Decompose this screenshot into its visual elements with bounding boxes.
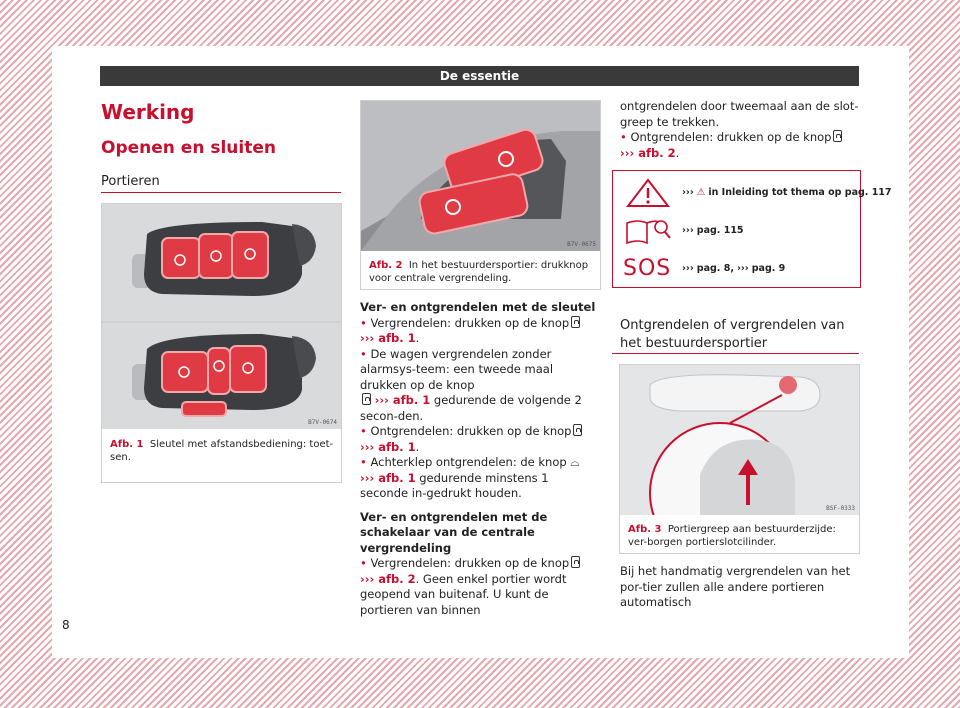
reference-box bbox=[612, 170, 892, 288]
book-magnifier-icon bbox=[623, 215, 673, 247]
reference-link[interactable]: in Inleiding tot thema op pag. 117 bbox=[708, 187, 892, 198]
figure-reference[interactable]: ››› afb. 1 bbox=[374, 393, 431, 407]
figure-caption: Afb. 3 Portiergreep aan bestuurderzijde: ver-borgen portierslotcilinder. bbox=[628, 524, 836, 548]
reference-row-sos: SOS ››› pag. 8, ››› pag. 9 bbox=[613, 251, 860, 287]
unlock-icon bbox=[573, 424, 582, 436]
list-item: • Ontgrendelen: drukken op de knop ››› afb. 2. bbox=[620, 130, 860, 161]
paragraph: Bij het handmatig vergrendelen van het por-tier zullen alle andere portieren automatisch bbox=[620, 564, 851, 609]
reference-row-info: ››› pag. 115 bbox=[613, 213, 860, 249]
door-handle-image bbox=[620, 365, 859, 515]
reference-link[interactable]: pag. 115 bbox=[696, 225, 744, 236]
middle-column-text bbox=[360, 300, 600, 618]
figure-reference[interactable]: ››› afb. 1 bbox=[360, 470, 416, 485]
door-switch-image bbox=[361, 101, 600, 251]
figure-reference[interactable]: ››› afb. 1 bbox=[360, 331, 416, 345]
list-item: • Achterklep ontgrendelen: de knop ⌓ ››› afb. 1 gedurende minstens 1 seconde in-gedrukt houden. bbox=[360, 455, 580, 500]
list-item: • Vergrendelen: drukken op de knop ››› afb. 2. Geen enkel portier wordt geopend van buitenaf. U kunt de portieren van binnen bbox=[360, 556, 600, 618]
figure-3 bbox=[619, 364, 860, 554]
figure-1 bbox=[101, 203, 342, 483]
list-item: • De wagen vergrendelen zonder alarmsys-teem: een tweede maal drukken op de knop ››› afb. 1 gedurende de volgende 2 secon-den. bbox=[360, 346, 582, 423]
reference-link[interactable]: pag. 8, bbox=[696, 263, 734, 274]
unlock-icon bbox=[833, 130, 842, 142]
figure-code: BSF-0333 bbox=[826, 505, 855, 512]
figure-reference[interactable]: ››› afb. 2 bbox=[360, 571, 416, 586]
chapter-title: Werking bbox=[101, 100, 195, 124]
figure-reference[interactable]: ››› afb. 1 bbox=[360, 439, 416, 454]
reference-link[interactable]: pag. 9 bbox=[751, 263, 786, 274]
figure-reference[interactable]: ››› afb. 2 bbox=[620, 145, 676, 160]
page-number: 8 bbox=[62, 618, 70, 632]
subsection-rule bbox=[101, 192, 341, 193]
lock-icon bbox=[362, 393, 371, 405]
section-rule bbox=[612, 353, 859, 354]
lock-icon bbox=[571, 556, 580, 568]
paragraph: ontgrendelen door tweemaal aan de slot-greep te trekken. bbox=[620, 99, 859, 129]
key-fob-image bbox=[102, 204, 341, 429]
figure-code: B7V-0674 bbox=[308, 419, 337, 426]
figure-2 bbox=[360, 100, 601, 290]
sos-icon: SOS bbox=[623, 256, 672, 281]
warning-triangle-icon: ⚠ bbox=[696, 187, 706, 198]
figure-code: B7V-0675 bbox=[567, 241, 596, 248]
list-item: • Vergrendelen: drukken op de knop ››› afb. 1. bbox=[360, 316, 600, 347]
car-trunk-icon: ⌓ bbox=[570, 455, 580, 469]
section-header: De essentie bbox=[100, 66, 859, 86]
section-heading: Ver- en ontgrendelen met de schakelaar van de centrale vergrendeling bbox=[360, 509, 548, 555]
figure-caption: Afb. 1 Sleutel met afstandsbediening: toet-sen. bbox=[110, 439, 334, 463]
reference-row-warning: ››› ⚠ in Inleiding tot thema op pag. 117 bbox=[613, 175, 860, 211]
section-title-door: Ontgrendelen of vergrendelen van het bestuurdersportier bbox=[620, 318, 845, 351]
figure-caption: Afb. 2 In het bestuurdersportier: drukknop voor centrale vergrendeling. bbox=[369, 260, 589, 284]
section-title: Openen en sluiten bbox=[101, 138, 276, 158]
section-heading: Ver- en ontgrendelen met de sleutel bbox=[360, 300, 596, 314]
lock-icon bbox=[571, 316, 580, 328]
right-column-text bbox=[620, 99, 860, 161]
list-item: • Ontgrendelen: drukken op de knop ››› afb. 1. bbox=[360, 424, 600, 455]
warning-triangle-icon bbox=[623, 177, 673, 209]
subsection-title: Portieren bbox=[101, 174, 160, 189]
